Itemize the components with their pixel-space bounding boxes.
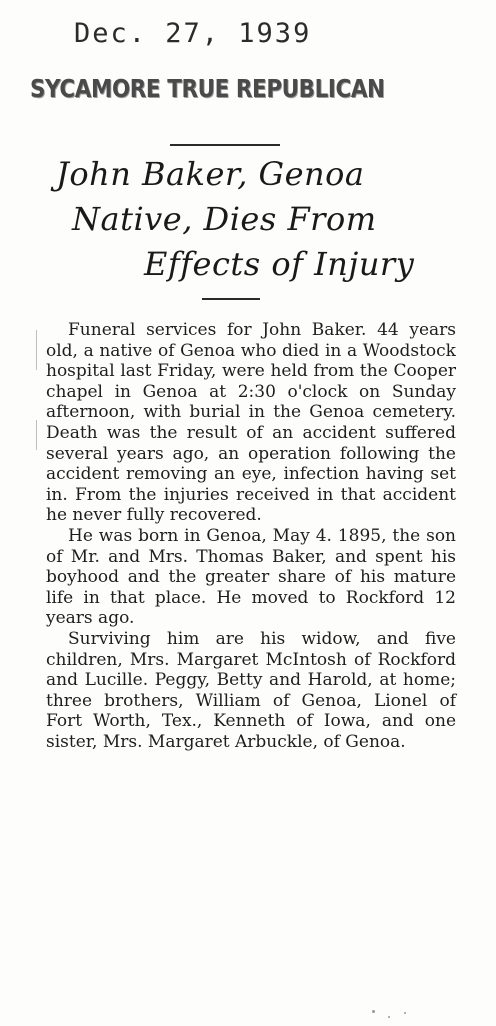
headline-line-2: Native, Dies From xyxy=(72,200,377,238)
paper-speck xyxy=(372,1010,375,1013)
article-body xyxy=(46,320,456,752)
date-stamp: Dec. 27, 1939 xyxy=(74,18,312,49)
newspaper-name-stamp: SYCAMORE TRUE REPUBLICAN xyxy=(30,74,385,103)
article-paragraph-3: Surviving him are his widow, and five children, Mrs. Margaret McIntosh of Rockford and Lucille. Peggy, Betty and Harold, at home; three brothers, William of Genoa, Lionel of Fort Worth, Tex., Kenneth of Iowa, and one sister, Mrs. Margaret Arbuckle, of Genoa. xyxy=(46,628,456,752)
article-paragraph-1: Funeral services for John Baker. 44 years old, a native of Genoa who died in a Woodstock hospital last Friday, were held from the Cooper chapel in Genoa at 2:30 o'clock on Sunday afternoon, with burial in the Genoa cemetery. Death was the result of an accident suffered several years ago, an operation following the accident removing an eye, infection having set in. From the injuries received in that accident he never fully recovered. xyxy=(46,320,456,526)
column-margin-mark xyxy=(36,330,37,370)
headline-line-1: John Baker, Genoa xyxy=(56,155,365,193)
paper-speck xyxy=(404,1012,406,1014)
column-margin-mark xyxy=(36,420,37,450)
paper-speck xyxy=(388,1016,390,1018)
article-paragraph-2: He was born in Genoa, May 4. 1895, the son of Mr. and Mrs. Thomas Baker, and spent his boyhood and the greater share of his mature life in that place. He moved to Rockford 12 years ago. xyxy=(46,525,456,629)
headline-bottom-rule xyxy=(202,298,260,300)
headline-top-rule xyxy=(170,144,280,146)
headline-line-3: Effects of Injury xyxy=(144,245,415,283)
